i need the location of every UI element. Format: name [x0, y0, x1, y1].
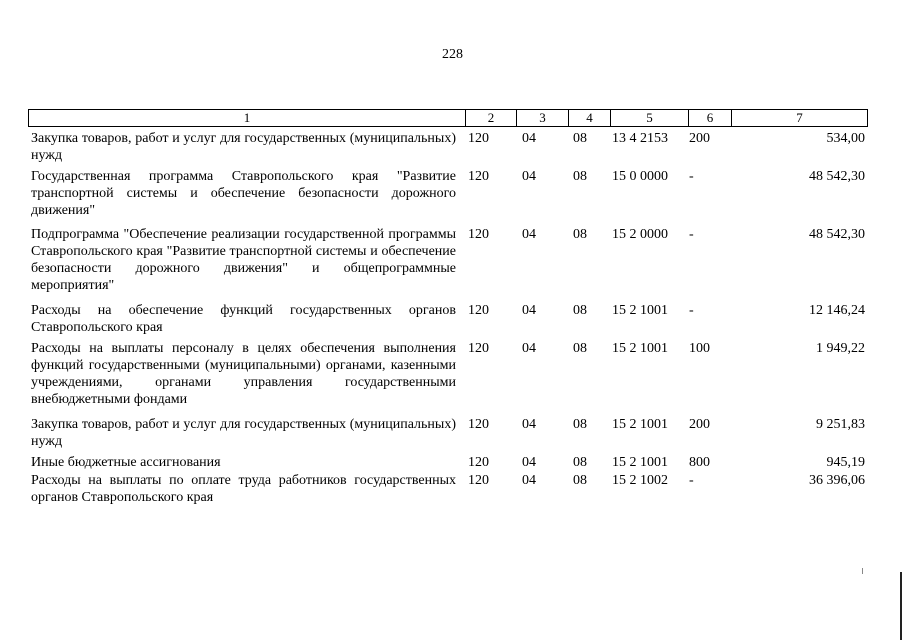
row-amount: 36 396,06: [809, 473, 865, 488]
row-amount: 48 542,30: [809, 227, 865, 242]
row-col-2: 120: [468, 303, 489, 318]
row-name: Иные бюджетные ассигнования: [31, 455, 221, 470]
column-header-1: 1: [243, 110, 251, 125]
row-col-4: 08: [573, 303, 587, 318]
row-name: Закупка товаров, работ и услуг для государственных (муниципальных) нужд: [31, 131, 456, 163]
scan-artifact: [862, 568, 863, 574]
row-amount: 9 251,83: [816, 417, 865, 432]
row-col-3: 04: [522, 169, 536, 184]
column-header-7: 7: [796, 110, 803, 125]
column-header-5: 5: [646, 110, 653, 125]
row-col-6: -: [689, 303, 694, 318]
row-col-3: 04: [522, 417, 536, 432]
row-col-4: 08: [573, 169, 587, 184]
row-col-6: -: [689, 227, 694, 242]
column-header-3: 3: [539, 110, 546, 125]
row-col-5: 15 2 1001: [612, 303, 668, 318]
row-name: Расходы на выплаты по оплате труда работников государственных органов Ставропольского края: [31, 473, 456, 505]
row-col-2: 120: [468, 455, 489, 470]
row-col-4: 08: [573, 227, 587, 242]
row-amount: 1 949,22: [816, 341, 865, 356]
row-name: Подпрограмма "Обеспечение реализации государственной программы Ставропольского края "Развитие транспортной системы и обеспечение безопасности дорожного движения" и общепрограммные мероприятия": [31, 227, 456, 293]
row-amount: 945,19: [826, 455, 865, 470]
row-col-5: 15 2 1001: [612, 341, 668, 356]
row-col-6: 200: [689, 131, 710, 146]
row-col-5: 15 2 1001: [612, 417, 668, 432]
row-col-3: 04: [522, 227, 536, 242]
row-name: Расходы на обеспечение функций государственных органов Ставропольского края: [31, 303, 456, 335]
row-col-4: 08: [573, 417, 587, 432]
column-header-2: 2: [487, 110, 495, 125]
row-col-5: 15 2 1002: [612, 473, 668, 488]
row-col-2: 120: [468, 169, 489, 184]
row-col-6: 800: [689, 455, 710, 470]
row-name: Закупка товаров, работ и услуг для государственных (муниципальных) нужд: [31, 417, 456, 449]
row-col-4: 08: [573, 473, 587, 488]
row-col-5: 15 0 0000: [612, 169, 668, 184]
row-col-4: 08: [573, 131, 587, 146]
row-amount: 534,00: [826, 131, 865, 146]
row-col-6: -: [689, 169, 694, 184]
row-col-6: 200: [689, 417, 710, 432]
row-name: Расходы на выплаты персоналу в целях обеспечения выполнения функций государственными (муниципальными) органами, казенными учреждениями, органами управления государственными внебюджетными фондами: [31, 341, 456, 407]
scan-edge-artifact: [900, 572, 902, 640]
row-col-2: 120: [468, 473, 489, 488]
row-col-6: 100: [689, 341, 710, 356]
row-col-5: 15 2 1001: [612, 455, 668, 470]
row-amount: 48 542,30: [809, 169, 865, 184]
table-header: [28, 109, 868, 127]
row-col-2: 120: [468, 227, 489, 242]
row-col-2: 120: [468, 417, 489, 432]
row-col-2: 120: [468, 131, 489, 146]
column-header-6: 6: [706, 110, 714, 125]
row-col-4: 08: [573, 341, 587, 356]
row-col-3: 04: [522, 341, 536, 356]
row-col-5: 15 2 0000: [612, 227, 668, 242]
row-col-5: 13 4 2153: [612, 131, 668, 146]
row-col-3: 04: [522, 473, 536, 488]
row-col-3: 04: [522, 131, 536, 146]
row-col-2: 120: [468, 341, 489, 356]
row-col-4: 08: [573, 455, 587, 470]
page-number: 228: [442, 47, 463, 62]
row-col-3: 04: [522, 455, 536, 470]
row-amount: 12 146,24: [809, 303, 865, 318]
row-col-6: -: [689, 473, 694, 488]
column-header-4: 4: [586, 110, 593, 125]
row-col-3: 04: [522, 303, 536, 318]
row-name: Государственная программа Ставропольского края "Развитие транспортной системы и обеспечение безопасности дорожного движения": [31, 169, 456, 218]
